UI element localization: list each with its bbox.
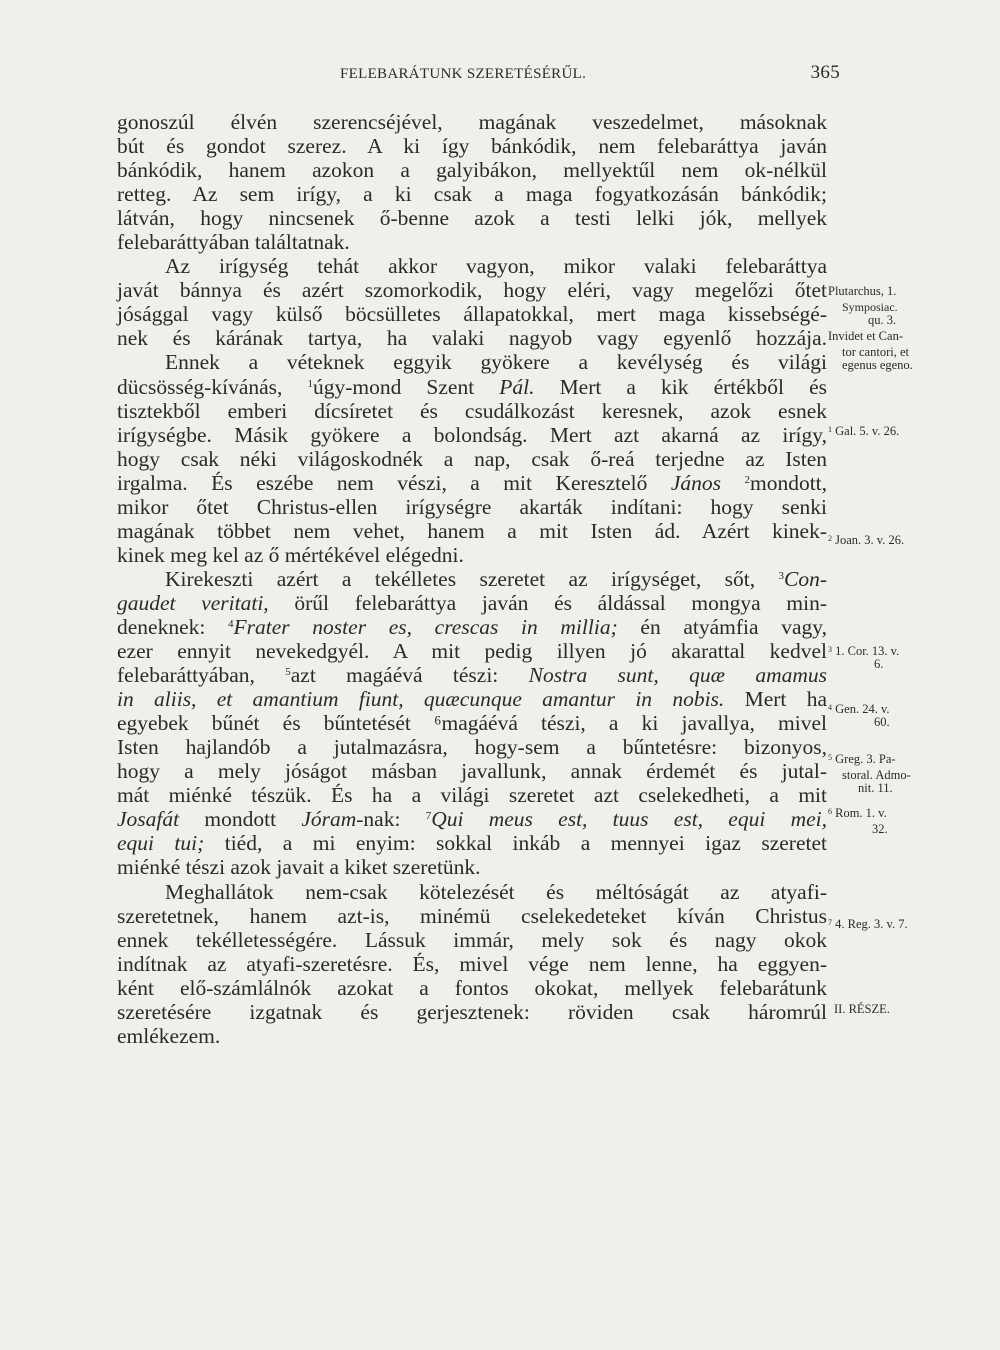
margin-note-line: $^1$ Gal. 5. v. 26. [828,424,900,438]
margin-note-line: 32. [872,822,888,836]
text-line: tisztekből emberi dícsíretet és csudálkozást keresnek, azok esnek [117,398,827,423]
text-line: felebaráttyában, $^5$azt magáévá tészi: Nostra sunt, quæ amamus [117,663,827,688]
text-line: deneknek: $^4$Frater noster es, crescas in millia; én atyámfia vagy, [117,614,827,639]
margin-note-line: 60. [874,715,890,729]
text-line: Josafát mondott Jóram-nak: $^7$Qui meus est, tuus est, equi mei, [117,807,828,832]
text-line: miénké tészi azok javait a kiket szeretünk. [117,855,481,880]
text-line: jósággal vagy külső böcsülletes állapatokkal, mert maga kissebségé- [117,302,827,327]
text-line: hogy a mely jóságot másban javallunk, annak érdemét és jutal- [117,759,827,784]
text-line: gonoszúl élvén szerencséjével, magának veszedelmet, másoknak [117,110,827,134]
text-line: emlékezem. [117,1023,221,1048]
running-head: FELEBARÁTUNK SZERETÉSÉRŰL. [340,66,587,82]
margin-note-line: egenus egeno. [842,358,913,372]
text-line: nek és kárának tartya, ha valaki nagyob vagy egyenlő hozzája. [117,326,827,351]
text-line: in aliis, et amantium fiunt, quæcunque amantur in nobis. Mert ha [117,687,827,712]
margin-section-heading [828,1003,960,1016]
margin-note-line: storal. Admo- [842,768,911,782]
text-line: retteg. Az sem irígy, a ki csak a maga fogyatkozásán bánkódik; [117,182,827,207]
text-line: hogy csak néki világoskodnék a nap, csak ő-reá terjedne az Isten [117,446,827,471]
text-line: ennek tekélletességére. Lássuk immár, mely sok és nagy okok [117,927,827,952]
margin-note-plutarchus [828,285,960,372]
text-line: szeretésére izgatnak és gerjesztenek: röviden csak háromrúl [117,999,827,1024]
margin-note-5 [828,753,960,795]
text-line: kinek meg kel az ő mértékével elégedni. [117,542,464,567]
margin-note-line: tor cantori, et [842,345,909,359]
text-line: egyebek bűnét és bűntetését ⁶magáévá tészi, a ki javallya, mivel [117,711,827,736]
margin-note-2 [828,534,960,547]
margin-note-line: qu. 3. [868,313,897,327]
margin-note-line: $^3$ 1. Cor. 13. v. [828,644,900,658]
text-line: Ennek a véteknek eggyik gyökere a kevélység és világi [165,350,827,375]
margin-note-line: Plutarchus, 1. [828,284,897,298]
text-line: Kirekeszti azért a tekélletes szeretet az irígységet, sőt, $^3$Con- [165,566,827,591]
text-line: dücsösség-kívánás, $^1$úgy-mond Szent Pál. Mert a kik értékből és [117,374,827,399]
page-number: 365 [810,62,840,83]
text-line: mikor őtet Christus-ellen irígységre akarták indítani: hogy senki [117,494,827,519]
text-line: gaudet veritati, örűl felebaráttya javán és áldással mongya min- [117,590,827,615]
margin-note-line: $^2$ Joan. 3. v. 26. [828,533,905,547]
text-line: ként elő-számlálnók azokat a fontos okokat, mellyek felebarátunk [117,975,827,1000]
text-line: irgalma. És eszébe nem vészi, a mit Keresztelő János $^2$mondott, [117,470,828,495]
text-line: mát miénké tészük. És ha a világi szeretet azt cselekedheti, a mit [117,783,827,808]
text-line: Isten hajlandób a jutalmazásra, hogy-sem a bűntetésre: bizonyos, [117,735,827,760]
text-line: ezer ennyit nevekedgyél. A mit pedig illyen jó akarattal kedvel [117,639,827,664]
margin-note-7 [828,918,960,931]
margin-note-1 [828,425,960,438]
text-line: Meghallátok nem-csak kötelezését és méltóságát az atyafi- [165,879,827,904]
text-line: Az irígység tehát akkor vagyon, mikor valaki felebaráttya [165,254,827,279]
text-line: irígységbe. Másik gyökere a bolondság. Mert azt akarná az irígy, [117,422,827,447]
text-line: bút és gondot szerez. A ki így bánkódik, nem felebaráttya javán [117,134,827,159]
text-line: equi tui; tiéd, a mi enyim: sokkal inkáb a mennyei igaz szeretet [117,831,827,856]
margin-note-line: Symposiac. [842,300,898,314]
margin-note-line: $^5$ Greg. 3. Pa- [828,752,896,766]
margin-note-line: $^6$ Rom. 1. v. [828,806,887,820]
text-line: javát bánnya és azért szomorkodik, hogy eléri, vagy megelőzi őtet [117,278,827,303]
text-line: magának többet nem vehet, hanem a mit Isten ád. Azért kinek- [117,518,827,543]
margin-note-3 [828,645,960,671]
margin-note-line: $^4$ Gen. 24. v. [828,702,890,716]
margin-note-line: 6. [874,657,884,671]
margin-note-line: nit. 11. [858,781,893,795]
body-text [117,110,827,1048]
margin-note-4 [828,703,960,729]
margin-note-6 [828,807,960,836]
text-line: látván, hogy nincsenek ő-benne azok a testi lelki jók, mellyek [117,206,827,231]
margin-note-line: $^7$ 4. Reg. 3. v. 7. [828,917,908,931]
text-line: felebaráttyában találtatnak. [117,230,350,255]
margin-note-line: II. RÉSZE. [834,1002,890,1016]
text-line: szeretetnek, hanem azt-is, minémü cselekedeteket kíván Christus [117,903,827,928]
text-line: bánkódik, hanem azokon a galyibákon, mellyektűl nem ok-nélkül [117,158,827,183]
text-line: indítnak az atyafi-szeretésre. És, mivel vége nem lenne, ha eggyen- [117,951,827,976]
margin-note-line: Invidet et Can- [828,329,903,343]
